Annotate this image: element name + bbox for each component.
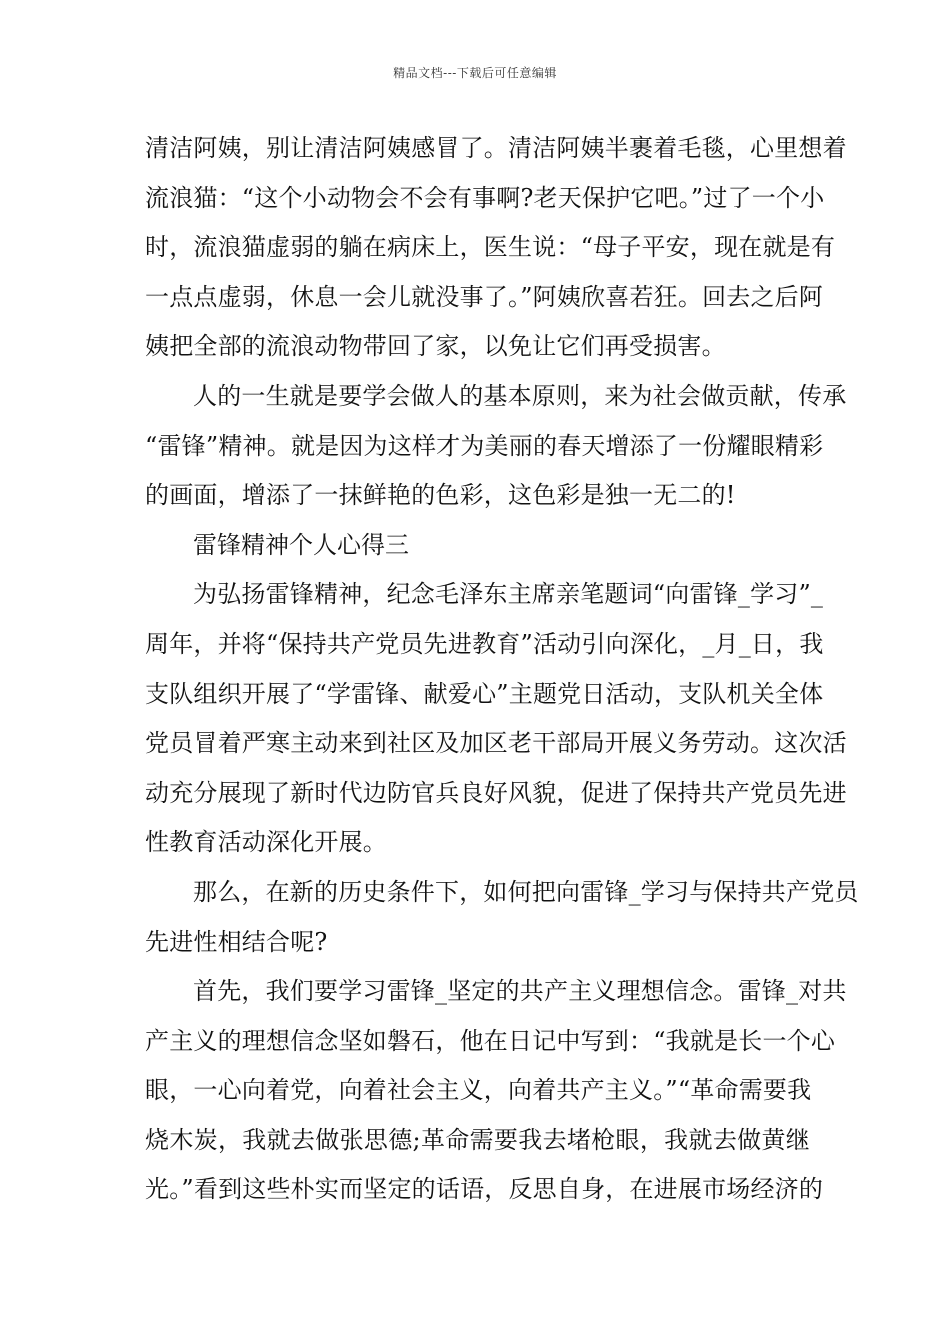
text-line: 人的一生就是要学会做人的基本原则，来为社会做贡献，传承 <box>193 381 847 410</box>
text-line: 为弘扬雷锋精神，纪念毛泽东主席亲笔题词“向雷锋_学习”_ <box>193 580 824 609</box>
text-line: 的画面，增添了一抹鲜艳的色彩，这色彩是独一无二的! <box>145 481 736 510</box>
text-line: “雷锋”精神。就是因为这样才为美丽的春天增添了一份耀眼精彩 <box>145 431 824 460</box>
section-heading: 雷锋精神个人心得三 <box>193 530 409 559</box>
text-line: 眼，一心向着党，向着社会主义，向着共产主义。”“革命需要我 <box>145 1076 812 1105</box>
text-line: 一点点虚弱，休息一会儿就没事了。”阿姨欣喜若狂。回去之后阿 <box>145 282 824 311</box>
paragraph <box>145 570 847 868</box>
page-header: 精品文档---下载后可任意编辑 <box>393 66 557 80</box>
text-line: 光。”看到这些朴实而坚定的话语，反思自身，在进展市场经济的 <box>145 1175 824 1204</box>
paragraph <box>145 967 847 1215</box>
text-line: 首先，我们要学习雷锋_坚定的共产主义理想信念。雷锋_对共 <box>193 977 847 1006</box>
text-line: 那么，在新的历史条件下，如何把向雷锋_学习与保持共产党员 <box>193 877 859 906</box>
text-line: 支队组织开展了“学雷锋、献爱心”主题党日活动，支队机关全体 <box>145 679 824 708</box>
text-line: 周年，并将“保持共产党员先进教育”活动引向深化，_月_日，我 <box>145 629 824 658</box>
text-line: 先进性相结合呢? <box>145 927 328 956</box>
text-line: 清洁阿姨，别让清洁阿姨感冒了。清洁阿姨半裹着毛毯，心里想着 <box>145 134 847 162</box>
text-line: 时，流浪猫虚弱的躺在病床上，医生说：“母子平安，现在就是有 <box>145 233 836 262</box>
text-line: 姨把全部的流浪动物带回了家，以免让它们再受损害。 <box>145 332 726 361</box>
text-line: 党员冒着严寒主动来到社区及加区老干部局开展义务劳动。这次活 <box>145 729 847 758</box>
text-line: 产主义的理想信念坚如磐石，他在日记中写到：“我就是长一个心 <box>145 1026 836 1055</box>
paragraph <box>145 372 847 521</box>
document-body <box>145 124 859 1215</box>
paragraph <box>145 124 847 372</box>
text-line: 性教育活动深化开展。 <box>145 828 387 857</box>
paragraph <box>145 868 859 967</box>
text-line: 动充分展现了新时代边防官兵良好风貌，促进了保持共产党员先进 <box>145 778 847 807</box>
text-line: 流浪猫：“这个小动物会不会有事啊?老天保护它吧。”过了一个小 <box>145 183 825 212</box>
text-line: 烧木炭，我就去做张思德;革命需要我去堵枪眼，我就去做黄继 <box>145 1125 810 1154</box>
